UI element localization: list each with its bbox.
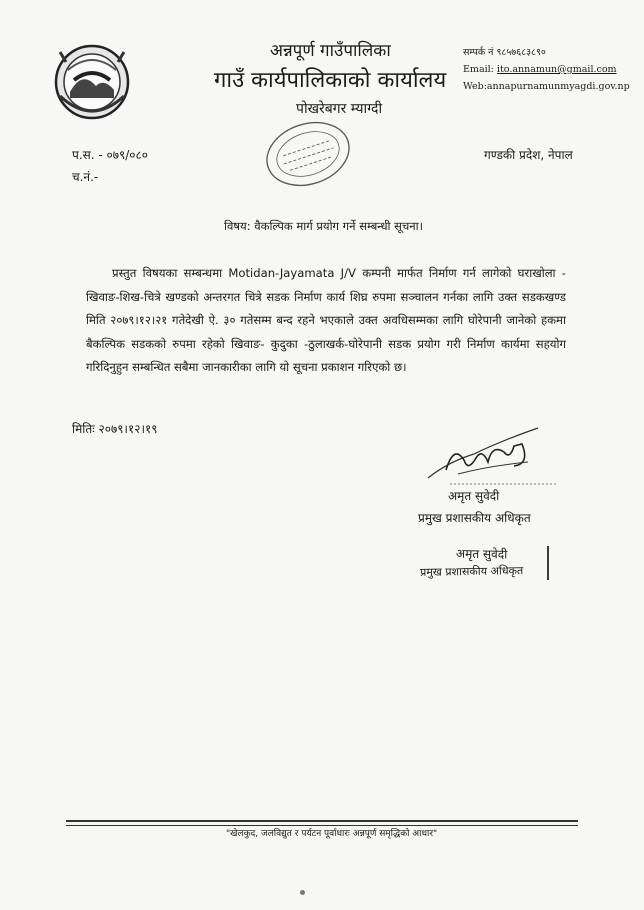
reference-number: प.स. - ०७९/०८० <box>72 148 148 162</box>
signatory-title: प्रमुख प्रशासकीय अधिकृत <box>418 511 531 525</box>
dispatch-number: च.नं.- <box>72 170 99 184</box>
email-link[interactable]: ito.annamun@gmail.com <box>496 64 617 75</box>
office-seal-stamp <box>258 114 358 192</box>
signatory-name: अमृत सुवेदी <box>448 489 500 503</box>
email-line <box>463 61 630 78</box>
scan-speck <box>300 890 305 895</box>
contact-block <box>463 44 630 95</box>
notice-body-text: प्रस्तुत विषयका सम्बन्धमा Motidan-Jayamata J/V कम्पनी मार्फत निर्माण गर्न लागेको घराखोला - खिवाङ-शिख-चित्रे खण्डको अन्तरगत चित्रे सडक निर्माण कार्य शिघ्र रुपमा सञ्चालन गर्नका लागि उक्त सडकखण्ड मिति २०७९।१२।२१ गतेदेखी ऐ. ३० गतेसम्म बन्द रहने भएकाले उक्त अवधिसम्मका लागि घोरेपानी जानेको हकमा बैकल्पिक सडकको रुपमा रहेको खिवाङ- कुदुका -ठुलाखर्क-घोरेपानी सडक प्रयोग गरी निर्माण कार्यमा सहयोग गरिदिनुहुन सम्बन्धित सबैमा जानकारीका लागि यो सूचना प्रकाशन गरिएको छ। <box>86 266 566 374</box>
name-stamp-name: अमृत सुवेदी <box>455 546 508 562</box>
province-label: गण्डकी प्रदेश, नेपाल <box>484 148 573 162</box>
footer-slogan: "खेलकुद, जलविद्युत र पर्यटन पूर्वाधारः अन्नपूर्ण समृद्धिको आधार" <box>226 829 438 839</box>
office-address: पोखरेबगर म्याग्दी <box>296 101 383 117</box>
name-stamp-border <box>547 546 549 580</box>
notice-subject: विषय: वैकल्पिक मार्ग प्रयोग गर्ने सम्बन्धी सूचना। <box>224 219 423 233</box>
website-line: Web:annapurnamunmyagdi.gov.np <box>463 81 630 92</box>
email-label: Email: <box>463 64 494 75</box>
org-name: अन्नपूर्ण गाउँपालिका <box>270 41 391 61</box>
notice-date: मितिः २०७९।१२।१९ <box>72 422 158 436</box>
handwritten-signature <box>418 414 568 494</box>
name-stamp-title: प्रमुख प्रशासकीय अधिकृत <box>419 564 524 579</box>
office-name: गाउँ कार्यपालिकाको कार्यालय <box>214 68 447 93</box>
notice-body <box>86 262 566 380</box>
nepal-emblem-logo <box>52 40 132 124</box>
phone-number: सम्पर्क नं ९८५७६८३८९० <box>463 47 546 58</box>
